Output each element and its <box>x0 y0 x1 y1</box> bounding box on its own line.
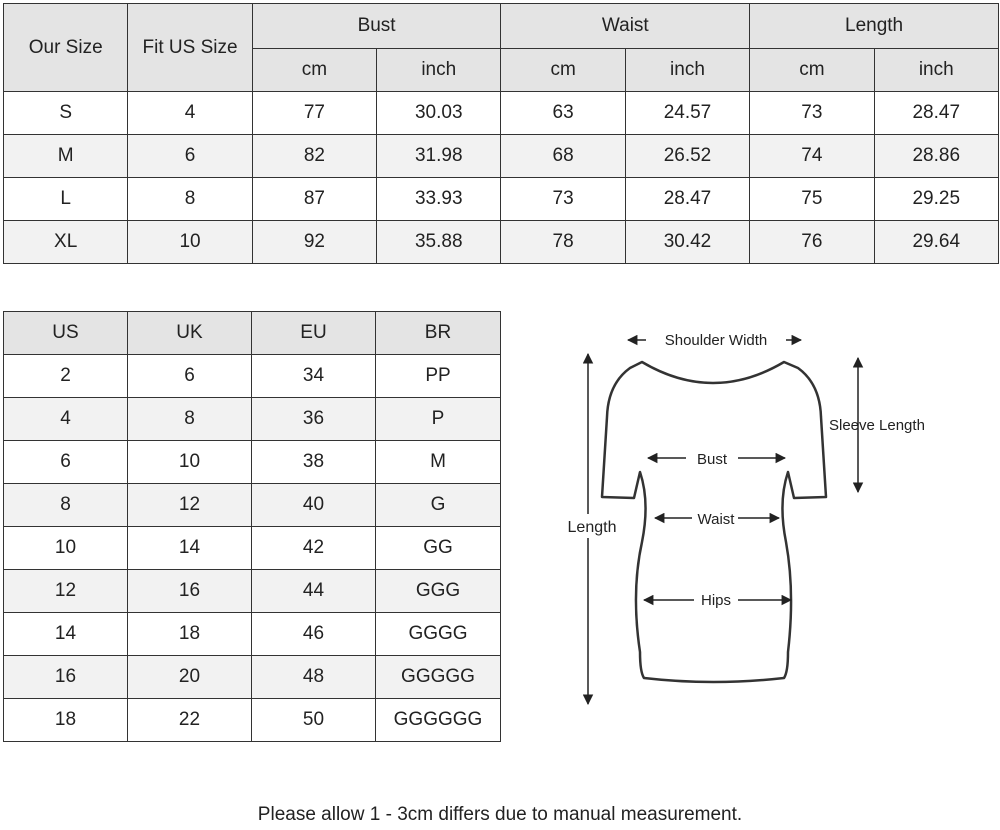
table-cell: L <box>4 178 128 221</box>
label-hips: Hips <box>700 592 732 609</box>
label-bust: Bust <box>696 451 728 468</box>
table-cell: 28.86 <box>874 135 998 178</box>
size-chart-table <box>3 3 999 264</box>
header-eu: EU <box>252 312 376 355</box>
table-cell: 77 <box>252 92 376 135</box>
table-cell: 2 <box>4 355 128 398</box>
table-cell: GGGG <box>376 613 501 656</box>
table-cell: S <box>4 92 128 135</box>
table-cell: 16 <box>4 656 128 699</box>
table-row <box>4 613 501 656</box>
table-cell: 8 <box>128 398 252 441</box>
table-cell: 38 <box>252 441 376 484</box>
table-row <box>4 570 501 613</box>
dress-measurement-diagram <box>548 322 938 722</box>
table-cell: 6 <box>128 135 252 178</box>
header-br: BR <box>376 312 501 355</box>
label-waist: Waist <box>697 511 735 528</box>
header-unit: inch <box>625 49 749 92</box>
table-cell: 14 <box>4 613 128 656</box>
table-cell: 30.03 <box>377 92 501 135</box>
table-cell: 50 <box>252 699 376 742</box>
table-cell: 74 <box>750 135 874 178</box>
header-fit-us-size: Fit US Size <box>128 4 252 92</box>
table-cell: 48 <box>252 656 376 699</box>
table-cell: 33.93 <box>377 178 501 221</box>
table-cell: 30.42 <box>625 221 749 264</box>
table-row <box>4 355 501 398</box>
header-length: Length <box>750 4 999 49</box>
label-length: Length <box>567 519 617 536</box>
table-cell: 68 <box>501 135 625 178</box>
table-cell: 29.25 <box>874 178 998 221</box>
table-cell: GGG <box>376 570 501 613</box>
table-cell: GGGGG <box>376 656 501 699</box>
table-cell: 12 <box>4 570 128 613</box>
table-cell: 42 <box>252 527 376 570</box>
label-shoulder-width: Shoulder Width <box>664 332 768 349</box>
table-row <box>4 441 501 484</box>
table-cell: 73 <box>750 92 874 135</box>
table-cell: 44 <box>252 570 376 613</box>
table-row <box>4 178 999 221</box>
conversion-chart-body <box>4 355 501 742</box>
table-cell: 87 <box>252 178 376 221</box>
header-unit: cm <box>501 49 625 92</box>
header-us: US <box>4 312 128 355</box>
table-cell: G <box>376 484 501 527</box>
table-cell: 10 <box>4 527 128 570</box>
table-cell: 8 <box>128 178 252 221</box>
table-cell: 22 <box>128 699 252 742</box>
header-waist: Waist <box>501 4 750 49</box>
table-cell: 35.88 <box>377 221 501 264</box>
table-row <box>4 484 501 527</box>
table-cell: 20 <box>128 656 252 699</box>
table-cell: 40 <box>252 484 376 527</box>
table-row <box>4 527 501 570</box>
header-our-size: Our Size <box>4 4 128 92</box>
table-cell: GGGGGG <box>376 699 501 742</box>
table-row <box>4 92 999 135</box>
table-cell: 34 <box>252 355 376 398</box>
table-cell: 4 <box>4 398 128 441</box>
table-cell: M <box>4 135 128 178</box>
table-row <box>4 135 999 178</box>
label-sleeve-length: Sleeve Length <box>829 417 925 434</box>
table-cell: 14 <box>128 527 252 570</box>
table-cell: 28.47 <box>625 178 749 221</box>
table-row <box>4 699 501 742</box>
table-cell: M <box>376 441 501 484</box>
table-cell: 78 <box>501 221 625 264</box>
table-cell: 12 <box>128 484 252 527</box>
table-cell: 75 <box>750 178 874 221</box>
table-cell: GG <box>376 527 501 570</box>
header-uk: UK <box>128 312 252 355</box>
table-cell: 6 <box>128 355 252 398</box>
table-cell: P <box>376 398 501 441</box>
table-cell: 16 <box>128 570 252 613</box>
table-cell: 18 <box>128 613 252 656</box>
table-cell: 46 <box>252 613 376 656</box>
measurement-note: Please allow 1 - 3cm differs due to manual measurement. <box>257 804 743 825</box>
header-unit: cm <box>252 49 376 92</box>
table-cell: 4 <box>128 92 252 135</box>
table-cell: 10 <box>128 441 252 484</box>
table-cell: 73 <box>501 178 625 221</box>
header-unit: inch <box>377 49 501 92</box>
table-cell: 6 <box>4 441 128 484</box>
table-cell: 26.52 <box>625 135 749 178</box>
table-cell: 24.57 <box>625 92 749 135</box>
table-cell: 29.64 <box>874 221 998 264</box>
size-conversion-table <box>3 311 501 742</box>
table-cell: 36 <box>252 398 376 441</box>
table-row <box>4 656 501 699</box>
table-cell: 63 <box>501 92 625 135</box>
table-cell: XL <box>4 221 128 264</box>
table-cell: PP <box>376 355 501 398</box>
table-cell: 92 <box>252 221 376 264</box>
header-bust: Bust <box>252 4 501 49</box>
header-unit: cm <box>750 49 874 92</box>
table-cell: 10 <box>128 221 252 264</box>
table-cell: 28.47 <box>874 92 998 135</box>
table-cell: 31.98 <box>377 135 501 178</box>
table-cell: 18 <box>4 699 128 742</box>
table-cell: 8 <box>4 484 128 527</box>
table-cell: 82 <box>252 135 376 178</box>
header-unit: inch <box>874 49 998 92</box>
table-row <box>4 398 501 441</box>
table-cell: 76 <box>750 221 874 264</box>
size-chart-body <box>4 92 999 264</box>
table-row <box>4 221 999 264</box>
